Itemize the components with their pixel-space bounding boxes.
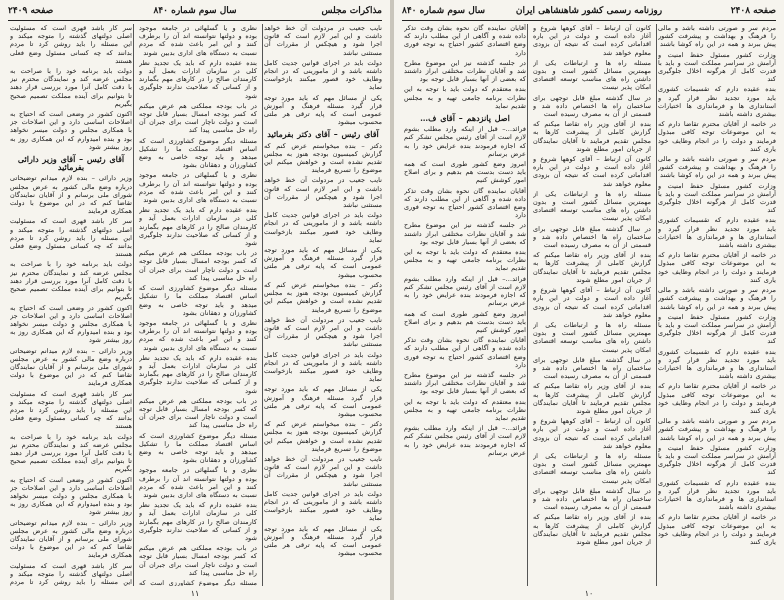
left-page-section-label: مذاکرات مجلس [321,6,382,16]
paragraph: اکنون کشور در وضعی است که احتیاج به اصلاحات اساسی دارد و این اصلاحات جز با همکاری مجلس و دولت میسر نخواهد بود و بنده امیدوارم که این همکاری روز به روز بیشتر شود [10,475,132,517]
paragraph: دکتر – بنده میخواستم عرض کنم که گزارش کمیسیون بودجه هنوز به مجلس تقدیم نشده است و خواهش میکنم این موضوع را تسریع فرمایند [264,280,382,314]
paragraph: دولت باید برنامه خود را با صراحت به مجلس عرضه کند و نمایندگان محترم نیز با دقت کامل آنرا مورد بررسی قرار دهند تا بتوانیم برای آینده مملکت تصمیم صحیح بگیریم [10,432,132,474]
paragraph: آقایان نماینده گان نحوه بشان وقت تذکر داده شده و آگاهی از این مطلب دارند که وضع اقتصادی کشور احتیاج به توجه فوری دارد [404,336,526,369]
paragraph: بنده عقیده دارم که باید یک تجدید نظر کلی در سازمان ادارات بعمل آید و کارمندان صالح را در کارهای مهم بگمارند و از کسانی که صلاحیت ندارند جلوگیری شود [139,353,257,395]
paragraph: در خاتمه از آقایان محترم تقاضا دارم که به این موضوعات توجه کافی مبذول فرمایند و دولت را در انجام وظایف خود یاری کنند [658,251,776,284]
right-column-2 [533,24,651,586]
paragraph: فرائد…– قبل از اینکه وارد مطلب بشوم لازم است از آقای رئیس مجلس تشکر کنم که اجازه فرمودند بنده عرایض خود را به عرض برسانم [404,424,526,457]
paragraph: نظری و یا گسلهائی در جامعه موجود بوده و دولتها نتوانسته اند آن را برطرف کنند و این امر باعث شده که مردم نسبت به دستگاه های اداری بدبین شوند [139,24,257,57]
paragraph: نایب جعیب در مردولت آن خط خواهد داشت و این امر لازم است که قانون اجرا شود و هیچکس از مقررات آن مستثنی نباشد [264,315,382,349]
paragraph: کانون آن ارتباط – آقای کوهها شروع و آغاز داده است و دولت در این باره اقداماتی کرده است که نتیجه آن بزودی معلوم خواهد شد [533,286,651,319]
paragraph: نایب جعیب در مردولت آن خط خواهد داشت و این امر لازم است که قانون اجرا شود و هیچکس از مقررات آن مستثنی نباشد [264,24,382,57]
column-divider [262,24,263,586]
paragraph: فرائد…– قبل از اینکه وارد مطلب بشوم لازم است از آقای رئیس مجلس تشکر کنم که اجازه فرمودند بنده عرایض خود را به عرض برسانم [404,125,526,158]
left-page-number: صفحه ۲۴۰۹ [8,6,54,16]
left-page-folio: ۱۱ [190,589,200,598]
paragraph: وزیر دارائی – بنده لازم میدانم توضیحاتی درباره وضع مالی کشور به عرض مجلس شورای ملی برسانم و از آقایان نمایندگان تقاضا کنم که در این موضوع با دولت همکاری فرمایند [10,346,132,388]
paragraph: سر کار باشد قهری است که مسئولیت اصلی دولتهای گذشته را متوجه میکند و این مسئله را باید روشن کرد تا مردم بدانند که چه کسانی مسئول وضع فعلی هستند [10,217,132,259]
paragraph: دولت باید در اجرای قوانین جدیت کامل داشته باشد و از مامورینی که در انجام وظایف خود قصور میکنند بازخواست نماید [264,58,382,92]
paragraph: در سال گذشته مبلغ قابل توجهی برای ساختمان راه ها اختصاص داده شد و قسمتی از آن به مصرف رسیده است [533,486,651,512]
paragraph: کانون آن ارتباط – آقای کوهها شروع و آغاز داده است و دولت در این باره اقداماتی کرده است که نتیجه آن بزودی معلوم خواهد شد [533,155,651,188]
paragraph: بنده عقیده دارم که تقسیمات کشوری باید مورد تجدید نظر قرار گیرد و استانداری ها و فرمانداری ها اختیارات بیشتری داشته باشند [658,478,776,512]
paragraph: دولت باید برنامه خود را با صراحت به مجلس عرضه کند و نمایندگان محترم نیز با دقت کامل آنرا مورد بررسی قرار دهند تا بتوانیم برای آینده مملکت تصمیم صحیح بگیریم [10,260,132,302]
paragraph: سر کار باشد قهری است که مسئولیت اصلی دولتهای گذشته را متوجه میکند و این مسئله را باید روشن کرد تا مردم بدانند که چه کسانی مسئول وضع فعلی هستند [10,24,132,65]
paragraph: امروز وضع کشور طوری است که همه باید دست بدست هم بدهیم و برای اصلاح امور کوشش کنیم [404,160,526,185]
paragraph: یکی از مسائل مهم که باید مورد توجه قرار گیرد مسئله فرهنگ و آموزش عمومی است که پایه ترقی هر ملتی محسوب میشود [264,524,382,558]
paragraph: در خاتمه از آقایان محترم تقاضا دارم که به این موضوعات توجه کافی مبذول فرمایند و دولت را در انجام وظایف خود یاری کنند [658,120,776,153]
right-page-newspaper-title: روزنامه رسمی کشور شاهنشاهی ایران [515,6,663,16]
paragraph: دولت باید در اجرای قوانین جدیت کامل داشته باشد و از مامورینی که در انجام وظایف خود قصور میکنند بازخواست نماید [264,489,382,523]
right-page-number: صفحه ۲۴۰۸ [730,6,776,16]
right-page [394,0,784,600]
paragraph: بنده معتقدم که دولت باید با توجه به این نظرات برنامه جامعی تهیه و به مجلس تقدیم نماید [404,85,526,110]
left-column-1 [264,24,382,586]
paragraph: وزارت کشور مسئول حفظ امنیت و آرامش در سراسر مملکت است و باید با قدرت کامل از هرگونه اخلال جلوگیری کند [658,312,776,346]
paragraph: مسئله دیگر موضوع کشاورزی است که اساس اقتصاد مملکت ما را تشکیل میدهد و باید توجه خاصی به وضع کشاورزان و دهقانان بشود [139,431,257,465]
column-divider [656,24,657,586]
left-column-3 [10,24,132,586]
paragraph: دولت باید در اجرای قوانین جدیت کامل داشته باشد و از مامورینی که در انجام وظایف خود قصور میکنند بازخواست نماید [264,211,382,244]
paragraph: در سال گذشته مبلغ قابل توجهی برای ساختمان راه ها اختصاص داده شد و قسمتی از آن به مصرف رسیده است [533,355,651,381]
paragraph: بنده از آقای وزیر راه تقاضا میکنم که گزارش کاملی از پیشرفت کارها به مجلس تقدیم فرمایند تا آقایان نمایندگان از جریان امور مطلع شوند [533,251,651,284]
paragraph: مسئله دیگر موضوع کشاورزی است که اساس اقتصاد مملکت ما را تشکیل میدهد و باید توجه خاصی به وضع کشاورزان و دهقانان بشود [139,136,257,170]
paragraph: وزارت کشور مسئول حفظ امنیت و آرامش در سراسر مملکت است و باید با قدرت کامل از هرگونه اخلال جلوگیری کند [658,50,776,84]
paragraph: بنده عقیده دارم که باید یک تجدید نظر کلی در سازمان ادارات بعمل آید و کارمندان صالح را در کارهای مهم بگمارند و از کسانی که صلاحیت ندارند جلوگیری شود [139,58,257,100]
left-page-volume-label: سال سوم شماره ۸۴۰ [153,6,237,16]
paragraph: مسئله دیگر موضوع کشاورزی است که اساس اقتصاد مملکت ما را تشکیل میدهد و باید توجه خاصی به وضع کشاورزان و دهقانان بشود [139,284,257,317]
paragraph: بنده عقیده دارم که تقسیمات کشوری باید مورد تجدید نظر قرار گیرد و استانداری ها و فرمانداری ها اختیارات بیشتری داشته باشند [658,347,776,381]
paragraph: مسئله راه ها و ارتباطات یکی از مهمترین مسائل کشور است و بدون داشتن راه های مناسب توسعه اقتصادی امکان پذیر نیست [533,189,651,223]
paragraph: بنده معتقدم که دولت باید با توجه به این نظرات برنامه جامعی تهیه و به مجلس تقدیم نماید [404,397,526,422]
paragraph: وزارت کشور مسئول حفظ امنیت و آرامش در سراسر مملکت است و باید با قدرت کامل از هرگونه اخلال جلوگیری کند [658,181,776,215]
right-header-rule [402,20,776,21]
paragraph: کانون آن ارتباط – آقای کوهها شروع و آغاز داده است و دولت در این باره اقداماتی کرده است که نتیجه آن بزودی معلوم خواهد شد [533,417,651,450]
paragraph: آقایان نماینده گان نحوه بشان وقت تذکر داده شده و آگاهی از این مطلب دارند که وضع اقتصادی کشور احتیاج به توجه فوری دارد [404,186,526,220]
paragraph: کانون آن ارتباط – آقای کوهها شروع و آغاز داده است و دولت در این باره اقداماتی کرده است که نتیجه آن بزودی معلوم خواهد شد [533,24,651,57]
paragraph: سر کار باشد قهری است که مسئولیت اصلی دولتهای گذشته را متوجه میکند و این مسئله را باید روشن کرد تا مردم بدانند که چه کسانی مسئول وضع فعلی هستند [10,389,132,431]
paragraph: در خاتمه از آقایان محترم تقاضا دارم که به این موضوعات توجه کافی مبذول فرمایند و دولت را در انجام وظایف خود یاری کنند [658,382,776,415]
right-page-volume-label: سال سوم شماره ۸۴۰ [402,6,486,16]
paragraph: بنده معتقدم که دولت باید با توجه به این نظرات برنامه جامعی تهیه و به مجلس تقدیم نماید [404,248,526,273]
paragraph: دولت باید برنامه خود را با صراحت به مجلس عرضه کند و نمایندگان محترم نیز با دقت کامل آنرا مورد بررسی قرار دهند تا بتوانیم برای آینده مملکت تصمیم صحیح بگیریم [10,67,132,108]
paragraph: مسئله راه ها و ارتباطات یکی از مهمترین مسائل کشور است و بدون داشتن راه های مناسب توسعه اقتصادی امکان پذیر نیست [533,320,651,354]
paragraph: مردم سر و صورتی داشته باشد و مالی را فرهنگ و بهداشت و پیشرفت کشور پیش ببرند و همه در این راه کوشا باشند [658,24,776,49]
paragraph: نایب جعیب در مردولت آن خط خواهد داشت و این امر لازم است که قانون اجرا شود و هیچکس از مقررات آن مستثنی نباشد [264,454,382,488]
paragraph: بنده از آقای وزیر راه تقاضا میکنم که گزارش کاملی از پیشرفت کارها به مجلس تقدیم فرمایند تا آقایان نمایندگان از جریان امور مطلع شوند [533,120,651,153]
paragraph: فرائد…– قبل از اینکه وارد مطلب بشوم لازم است از آقای رئیس مجلس تشکر کنم که اجازه فرمودند بنده عرایض خود را به عرض برسانم [404,274,526,308]
paragraph: دکتر – بنده میخواستم عرض کنم که گزارش کمیسیون بودجه هنوز به مجلس تقدیم نشده است و خواهش میکنم این موضوع را تسریع فرمایند [264,141,382,175]
paragraph: مسئله دیگر موضوع کشاورزی است که [139,579,257,586]
paragraph: در باب بودجه مملکتی هم عرض میکنم که کسر بودجه امسال بسیار قابل توجه است و دولت ناچار است برای جبران آن راه حل مناسبی پیدا کند [139,544,257,577]
paragraph: دکتر – بنده میخواستم عرض کنم که گزارش کمیسیون بودجه هنوز به مجلس تقدیم نشده است و خواهش میکنم این موضوع را تسریع فرمایند [264,420,382,453]
paragraph: در خاتمه از آقایان محترم تقاضا دارم که به این موضوعات توجه کافی مبذول فرمایند و دولت را در انجام وظایف خود یاری کنند [658,513,776,546]
paragraph: وزیر دارائی – بنده لازم میدانم توضیحاتی درباره وضع مالی کشور به عرض مجلس شورای ملی برسانم و از آقایان نمایندگان تقاضا کنم که در این موضوع با دولت همکاری فرمایند [10,518,132,560]
paragraph: در سال گذشته مبلغ قابل توجهی برای ساختمان راه ها اختصاص داده شد و قسمتی از آن به مصرف رسیده است [533,224,651,250]
right-column-1 [658,24,776,586]
speaker-heading: آقای رئیس – آقای دکتر بفرمائید [267,129,379,140]
paragraph: مسئله راه ها و ارتباطات یکی از مهمترین مسائل کشور است و بدون داشتن راه های مناسب توسعه اقتصادی امکان پذیر نیست [533,451,651,485]
left-column-2 [139,24,257,586]
paragraph: بنده از آقای وزیر راه تقاضا میکنم که گزارش کاملی از پیشرفت کارها به مجلس تقدیم فرمایند تا آقایان نمایندگان از جریان امور مطلع شوند [533,382,651,415]
section-heading: اصل پانزدهم – آقای ف… [420,113,510,124]
paragraph: یکی از مسائل مهم که باید مورد توجه قرار گیرد مسئله فرهنگ و آموزش عمومی است که پایه ترقی هر ملتی محسوب میشود [264,93,382,127]
paragraph: بنده از آقای وزیر راه تقاضا میکنم که گزارش کاملی از پیشرفت کارها به مجلس تقدیم فرمایند تا آقایان نمایندگان از جریان امور مطلع شوند [533,513,651,546]
paragraph: بنده عقیده دارم که تقسیمات کشوری باید مورد تجدید نظر قرار گیرد و استانداری ها و فرمانداری ها اختیارات بیشتری داشته باشند [658,216,776,250]
paragraph: نایب جعیب در مردولت آن خط خواهد داشت و این امر لازم است که قانون اجرا شود و هیچکس از مقررات آن مستثنی نباشد [264,176,382,210]
paragraph: اکنون کشور در وضعی است که احتیاج به اصلاحات اساسی دارد و این اصلاحات جز با همکاری مجلس و دولت میسر نخواهد بود و بنده امیدوارم که این همکاری روز به روز بیشتر شود [10,303,132,345]
paragraph: در جلسه گذشته نیز این موضوع مطرح شد و آقایان نظرات مختلفی ابراز داشتند که بعضی از آنها بسیار قابل توجه بود [404,58,526,84]
paragraph: نظری و یا گسلهائی در جامعه موجود بوده و دولتها نتوانسته اند آن را برطرف کنند و این امر باعث شده که مردم نسبت به دستگاه های اداری بدبین شوند [139,466,257,499]
paragraph: بنده عقیده دارم که باید یک تجدید نظر کلی در سازمان ادارات بعمل آید و کارمندان صالح را در کارهای مهم بگمارند و از کسانی که صلاحیت ندارند جلوگیری شود [139,206,257,248]
paragraph: اکنون کشور در وضعی است که احتیاج به اصلاحات اساسی دارد و این اصلاحات جز با همکاری مجلس و دولت میسر نخواهد بود و بنده امیدوارم که این همکاری روز به روز بیشتر شود [10,110,132,151]
right-column-3 [404,24,526,586]
paragraph: امروز وضع کشور طوری است که همه باید دست بدست هم بدهیم و برای اصلاح امور کوشش کنیم [404,309,526,334]
paragraph: در جلسه گذشته نیز این موضوع مطرح شد و آقایان نظرات مختلفی ابراز داشتند که بعضی از آنها بسیار قابل توجه بود [404,370,526,396]
paragraph: دولت باید در اجرای قوانین جدیت کامل داشته باشد و از مامورینی که در انجام وظایف خود قصور میکنند بازخواست نماید [264,350,382,384]
paragraph: یکی از مسائل مهم که باید مورد توجه قرار گیرد مسئله فرهنگ و آموزش عمومی است که پایه ترقی هر ملتی محسوب میشود [264,246,382,279]
left-header-rule [8,20,382,21]
paragraph: مردم سر و صورتی داشته باشد و مالی را فرهنگ و بهداشت و پیشرفت کشور پیش ببرند و همه در این راه کوشا باشند [658,286,776,311]
paragraph: نظری و یا گسلهائی در جامعه موجود بوده و دولتها نتوانسته اند آن را برطرف کنند و این امر باعث شده که مردم نسبت به دستگاه های اداری بدبین شوند [139,171,257,205]
paragraph: سر کار باشد قهری است که مسئولیت اصلی دولتهای گذشته را متوجه میکند و این مسئله را باید روشن کرد تا مردم [10,561,132,586]
paragraph: بنده عقیده دارم که باید یک تجدید نظر کلی در سازمان ادارات بعمل آید و کارمندان صالح را در کارهای مهم بگمارند و از کسانی که صلاحیت ندارند جلوگیری شود [139,501,257,542]
paragraph: بنده عقیده دارم که تقسیمات کشوری باید مورد تجدید نظر قرار گیرد و استانداری ها و فرمانداری ها اختیارات بیشتری داشته باشند [658,85,776,119]
paragraph: در باب بودجه مملکتی هم عرض میکنم که کسر بودجه امسال بسیار قابل توجه است و دولت ناچار است برای جبران آن راه حل مناسبی پیدا کند [139,249,257,282]
paragraph: مسئله راه ها و ارتباطات یکی از مهمترین مسائل کشور است و بدون داشتن راه های مناسب توسعه اقتصادی امکان پذیر نیست [533,58,651,92]
paragraph: وزیر دارائی – بنده لازم میدانم توضیحاتی درباره وضع مالی کشور به عرض مجلس شورای ملی برسانم و از آقایان نمایندگان تقاضا کنم که در این موضوع با دولت همکاری فرمایند [10,174,132,216]
paragraph: وزارت کشور مسئول حفظ امنیت و آرامش در سراسر مملکت است و باید با قدرت کامل از هرگونه اخلال جلوگیری کند [658,443,776,477]
paragraph: در سال گذشته مبلغ قابل توجهی برای ساختمان راه ها اختصاص داده شد و قسمتی از آن به مصرف رسیده است [533,93,651,119]
column-divider [527,24,528,586]
column-divider [133,24,134,586]
paragraph: مردم سر و صورتی داشته باشد و مالی را فرهنگ و بهداشت و پیشرفت کشور پیش ببرند و همه در این راه کوشا باشند [658,155,776,180]
paragraph: آقایان نماینده گان نحوه بشان وقت تذکر داده شده و آگاهی از این مطلب دارند که وضع اقتصادی کشور احتیاج به توجه فوری دارد [404,24,526,57]
paragraph: یکی از مسائل مهم که باید مورد توجه قرار گیرد مسئله فرهنگ و آموزش عمومی است که پایه ترقی هر ملتی محسوب میشود [264,385,382,418]
paragraph: در جلسه گذشته نیز این موضوع مطرح شد و آقایان نظرات مختلفی ابراز داشتند که بعضی از آنها بسیار قابل توجه بود [404,221,526,246]
paragraph: در باب بودجه مملکتی هم عرض میکنم که کسر بودجه امسال بسیار قابل توجه است و دولت ناچار است برای جبران آن راه حل مناسبی پیدا کند [139,396,257,430]
paragraph: مردم سر و صورتی داشته باشد و مالی را فرهنگ و بهداشت و پیشرفت کشور پیش ببرند و همه در این راه کوشا باشند [658,417,776,442]
speaker-heading: آقای رئیس – آقای وزیر دارائی بفرمائید [17,154,125,173]
paragraph: نظری و یا گسلهائی در جامعه موجود بوده و دولتها نتوانسته اند آن را برطرف کنند و این امر باعث شده که مردم نسبت به دستگاه های اداری بدبین شوند [139,318,257,352]
right-page-folio: ۱۰ [584,589,594,598]
paragraph: در باب بودجه مملکتی هم عرض میکنم که کسر بودجه امسال بسیار قابل توجه است و دولت ناچار است برای جبران آن راه حل مناسبی پیدا کند [139,101,257,135]
left-page [0,0,390,600]
